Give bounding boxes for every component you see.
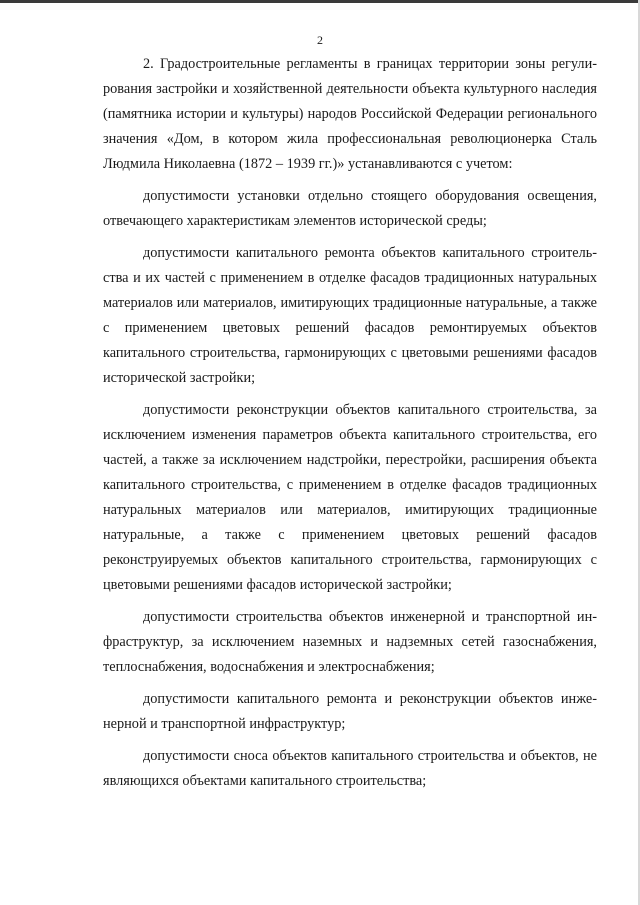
paragraph-infrastructure-repair: допустимости капитального ремонта и реконструкции объектов инженерной и транспортной инфраструктур; [103,691,597,732]
paragraph-regulations-intro: 2. Градостроительные регламенты в границах территории зоны регулирования застройки и хозяйственной деятельности объекта культурного наследия (памятника истории и культуры) народов Российской Федерации регионального значения «Дом, в котором жила профессиональная революционерка Сталь Людмила Николаевна (1872 – 1939 гг.)» устанавливаются с учетом: [103,56,597,172]
paragraph-capital-repair: допустимости капитального ремонта объектов капитального строительства и их частей с применением в отделке фасадов традиционных натуральных материалов или материалов, имитирующих традиционные натуральные, а также с применением цветовых решений фасадов ремонтируемых объектов капитального строительства, гармонирующих с цветовыми решениями фасадов исторической застройки; [103,245,597,386]
document-body [103,52,597,794]
paragraph-lighting-equipment: допустимости установки отдельно стоящего оборудования освещения, отвечающего характеристикам элементов исторической среды; [103,188,597,229]
paragraph-demolition: допустимости сноса объектов капитального строительства и объектов, не являющихся объектами капитального строительства; [103,748,597,789]
paragraph-reconstruction: допустимости реконструкции объектов капитального строительства, за исключением изменения параметров объекта капитального строительства, его частей, а также за исключением надстройки, перестройки, расширения объекта капитального строительства, с применением в отделке фасадов традиционных натуральных материалов или материалов, имитирующих традиционные натуральные, а также с применением цветовых решений фасадов реконструируемых объектов капитального строительства, гармонирующих с цветовыми решениями фасадов исторической застройки; [103,402,597,593]
page-number: 2 [317,33,323,47]
paragraph-infrastructure-construction: допустимости строительства объектов инженерной и транспортной инфраструктур, за исключением наземных и надземных сетей газоснабжения, теплоснабжения, водоснабжения и электроснабжения; [103,609,597,675]
scan-edge-top [0,0,640,3]
